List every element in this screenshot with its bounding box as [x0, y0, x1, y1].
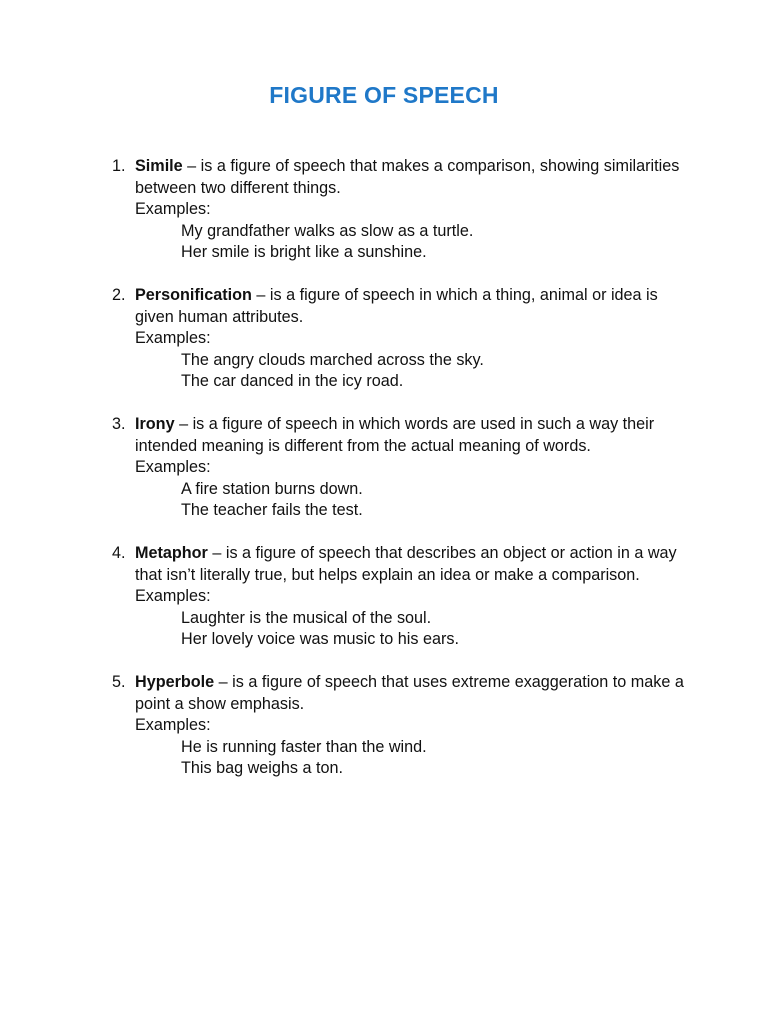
list-item-personification: [0, 285, 768, 393]
definition-text: – is a figure of speech that uses extreme exaggeration to make a point a show emphasis.: [135, 673, 684, 713]
example-sentence: The angry clouds marched across the sky.: [181, 350, 484, 369]
example-sentence: This bag weighs a ton.: [181, 759, 343, 777]
example-sentence: The teacher fails the test.: [181, 501, 363, 519]
examples-label: Examples:: [135, 716, 211, 734]
list-item-irony: [0, 414, 768, 522]
item-body: [135, 285, 695, 393]
term-name: Hyperbole: [135, 673, 215, 691]
item-definition: [135, 156, 695, 199]
item-number: 3.: [112, 415, 126, 433]
definition-text: – is a figure of speech that makes a comparison, showing similarities between two different things.: [135, 157, 680, 197]
example-sentence: A fire station burns down.: [181, 479, 363, 498]
list-item-hyperbole: [0, 672, 768, 780]
item-number: 4.: [112, 544, 126, 562]
term-name: Simile: [135, 157, 183, 175]
item-body: [135, 543, 695, 651]
item-body: [135, 672, 695, 780]
definition-text: – is a figure of speech that describes an object or action in a way that isn’t literally true, but helps explain an idea or make a comparison.: [135, 544, 677, 584]
examples-label: Examples:: [135, 200, 211, 218]
term-name: Metaphor: [135, 544, 208, 562]
example-sentence: He is running faster than the wind.: [181, 737, 427, 756]
item-body: [135, 156, 695, 264]
item-definition: [135, 414, 695, 457]
page-title: FIGURE OF SPEECH: [269, 82, 499, 108]
example-sentence: My grandfather walks as slow as a turtle.: [181, 221, 474, 240]
item-number: 5.: [112, 673, 126, 691]
definition-text: – is a figure of speech in which words are used in such a way their intended meaning is different from the actual meaning of words.: [135, 415, 655, 455]
item-definition: [135, 672, 695, 715]
example-sentence: The car danced in the icy road.: [181, 372, 404, 390]
term-name: Personification: [135, 286, 252, 304]
example-sentence: Her smile is bright like a sunshine.: [181, 243, 427, 261]
figure-of-speech-list: [0, 156, 768, 801]
examples-label: Examples:: [135, 587, 211, 605]
item-number: 1.: [112, 157, 126, 175]
term-name: Irony: [135, 415, 175, 433]
list-item-metaphor: [0, 543, 768, 651]
examples-label: Examples:: [135, 458, 211, 476]
examples-label: Examples:: [135, 329, 211, 347]
definition-text: – is a figure of speech in which a thing, animal or idea is given human attributes.: [135, 286, 658, 326]
list-item-simile: [0, 156, 768, 264]
item-definition: [135, 285, 695, 328]
item-body: [135, 414, 695, 522]
item-number: 2.: [112, 286, 126, 304]
item-definition: [135, 543, 695, 586]
example-sentence: Her lovely voice was music to his ears.: [181, 630, 459, 648]
example-sentence: Laughter is the musical of the soul.: [181, 608, 432, 627]
